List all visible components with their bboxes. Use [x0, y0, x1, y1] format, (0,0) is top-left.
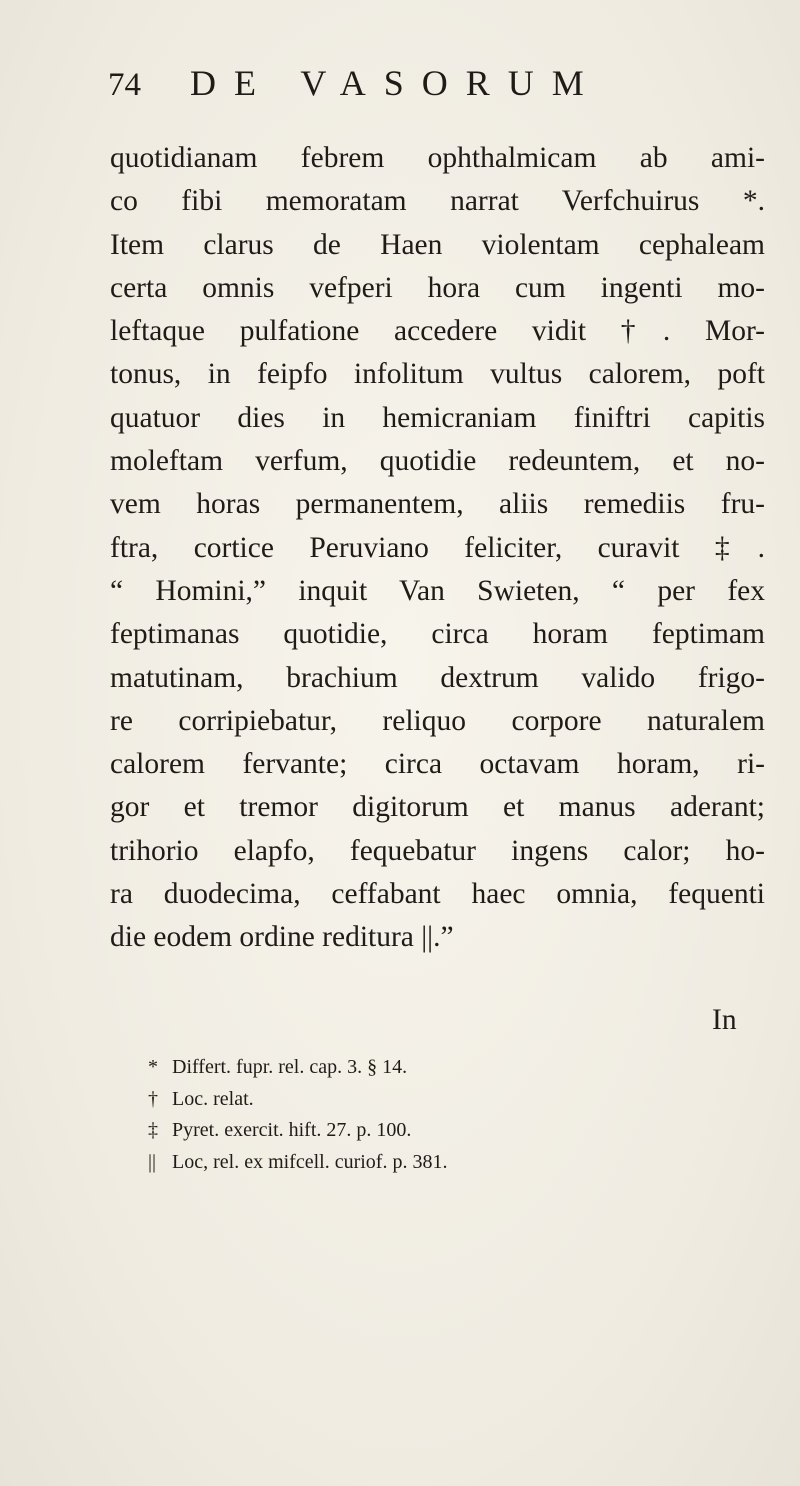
- footnote-mark: ‡: [148, 1119, 158, 1141]
- running-title: DE VASORUM: [190, 63, 602, 103]
- text-line: leftaque pulfatione accedere vidit †. Mor-: [110, 315, 765, 348]
- text-line: co fibi memoratam narrat Verfchuirus *.: [110, 185, 765, 218]
- footnote: [148, 1147, 708, 1179]
- footnote: [148, 1115, 708, 1147]
- text-line: gor et tremor digitorum et manus aderant;: [110, 791, 765, 824]
- footnote-text: Loc, rel. ex mifcell. curiof. p. 381.: [172, 1150, 448, 1173]
- text-line: quatuor dies in hemicraniam finiftri capitis: [110, 401, 765, 434]
- text-line: matutinam, brachium dextrum valido frigo-: [110, 661, 765, 694]
- text-line: certa omnis vefperi hora cum ingenti mo-: [110, 271, 765, 304]
- text-line: moleftam verfum, quotidie redeuntem, et no-: [110, 445, 765, 478]
- page-header: [108, 62, 602, 112]
- text-line: ra duodecima, ceffabant haec omnia, fequenti: [110, 878, 765, 911]
- text-line: re corripiebatur, reliquo corpore naturalem: [110, 704, 765, 737]
- footnote-mark: ||: [148, 1150, 157, 1173]
- text-line: vem horas permanentem, aliis remediis fru-: [110, 488, 765, 521]
- footnotes: [148, 1052, 708, 1178]
- footnote: [148, 1052, 708, 1084]
- catchword: In: [712, 1004, 737, 1036]
- footnote-text: Differt. fupr. rel. cap. 3. § 14.: [172, 1056, 408, 1078]
- text-line: ftra, cortice Peruviano feliciter, curavit ‡.: [110, 531, 765, 564]
- footnote-text: Loc. relat.: [172, 1087, 254, 1110]
- text-line: Item clarus de Haen violentam cephaleam: [110, 228, 765, 261]
- footnote: [148, 1084, 708, 1116]
- text-line: calorem fervante; circa octavam horam, ri-: [110, 748, 765, 781]
- text-line: trihorio elapfo, fequebatur ingens calor; ho-: [110, 834, 765, 867]
- footnote-text: Pyret. exercit. hift. 27. p. 100.: [172, 1119, 412, 1141]
- text-line: die eodem ordine reditura ||.”: [110, 921, 454, 954]
- text-line: tonus, in feipfo infolitum vultus calorem, poft: [110, 358, 765, 391]
- page-number: 74: [108, 67, 141, 103]
- text-line: feptimanas quotidie, circa horam feptimam: [110, 618, 765, 651]
- text-line: quotidianam febrem ophthalmicam ab ami-: [110, 142, 765, 174]
- body-text: [110, 137, 765, 960]
- text-line: “ Homini,” inquit Van Swieten, “ per fex: [110, 574, 765, 607]
- footnote-mark: †: [148, 1087, 158, 1110]
- footnote-mark: *: [148, 1056, 158, 1078]
